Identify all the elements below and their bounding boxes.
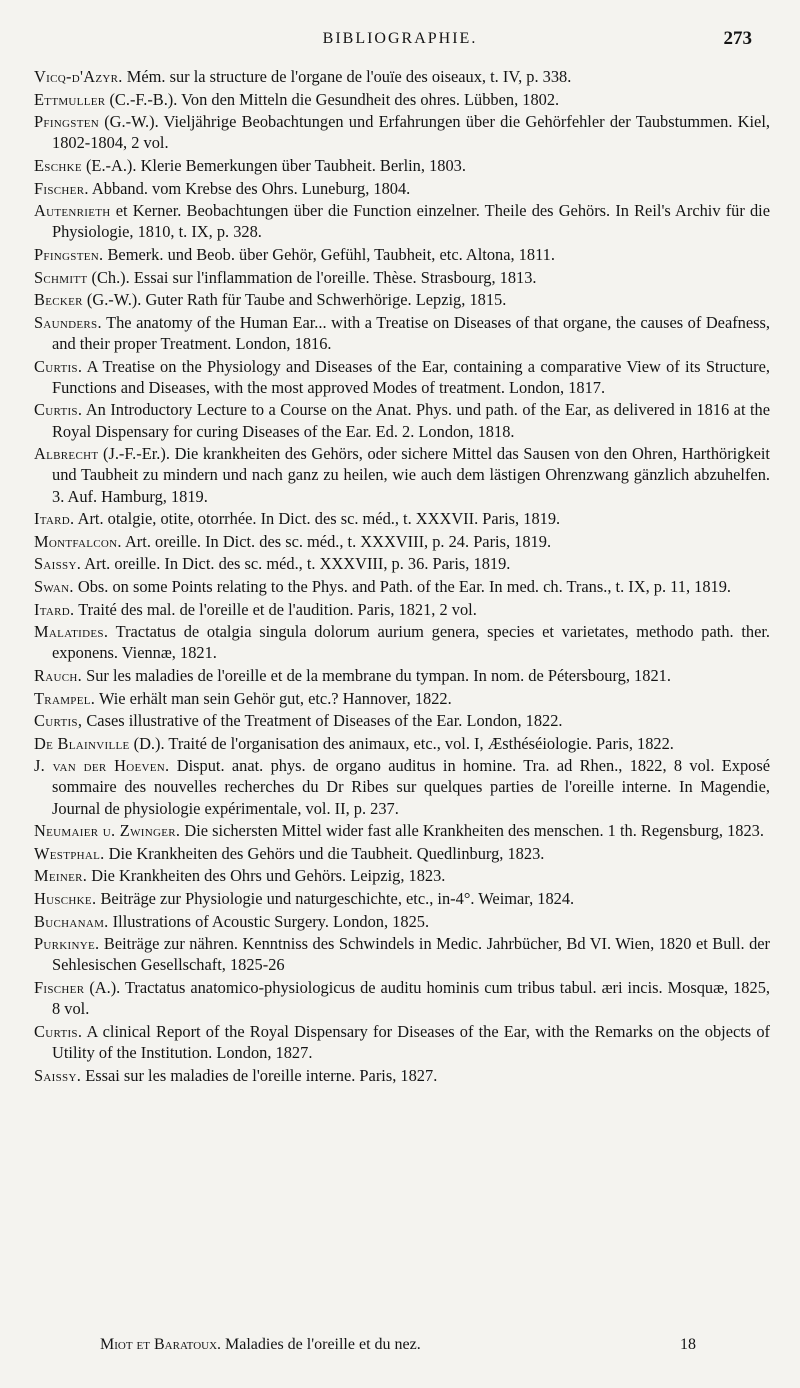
entry-author: J. van der Hoeven. bbox=[34, 756, 170, 776]
entry-author: Autenrieth bbox=[34, 201, 111, 221]
entry-author: Itard. bbox=[34, 599, 75, 619]
entry-text: et Kerner. Beobachtungen über die Function einzelner. Theile des Gehörs. In Reil's Archiv für die Physiologie, 1810, t. IX, p. 328. bbox=[52, 201, 770, 242]
entry-author: Saissy. bbox=[34, 554, 82, 574]
entry-text: A clinical Report of the Royal Dispensary for Diseases of the Ear, with the Remarks on the objects of Utility of the Institution. London, 1827. bbox=[52, 1021, 770, 1063]
entry-author: Ettmuller bbox=[34, 89, 106, 109]
entry-author: Neumaier u. Zwinger. bbox=[34, 821, 181, 841]
bibliography-entry bbox=[34, 1021, 770, 1063]
entry-text: (C.-F.-B.). Von den Mitteln die Gesundheit des ohres. Lübben, 1802. bbox=[105, 89, 560, 109]
entry-author: Curtis. bbox=[34, 400, 83, 420]
bibliography-entry bbox=[34, 755, 770, 819]
bibliography-entry bbox=[34, 443, 770, 507]
entry-author: Rauch. bbox=[34, 665, 82, 685]
page-number: 273 bbox=[723, 28, 752, 49]
entry-author: Pfingsten. bbox=[34, 244, 104, 264]
entry-text: Essai sur les maladies de l'oreille interne. Paris, 1827. bbox=[81, 1065, 438, 1085]
entry-text: (Ch.). Essai sur l'inflammation de l'oreille. Thèse. Strasbourg, 1813. bbox=[87, 267, 537, 287]
bibliography-entry bbox=[34, 553, 770, 574]
bibliography-entry bbox=[34, 688, 770, 709]
entry-text: Obs. on some Points relating to the Phys. and Path. of the Ear. In med. ch. Trans., t. IX, p. 11, 1819. bbox=[73, 576, 732, 596]
entry-author: Huschke. bbox=[34, 889, 97, 909]
entry-text: (D.). Traité de l'organisation des animaux, etc., vol. I, Æsthéséiologie. Paris, 1822. bbox=[129, 733, 674, 753]
bibliography-entry bbox=[34, 356, 770, 398]
entry-text: Sur les maladies de l'oreille et de la membrane du tympan. In nom. de Pétersbourg, 1821. bbox=[82, 665, 671, 685]
entry-text: Cases illustrative of the Treatment of Diseases of the Ear. London, 1822. bbox=[82, 711, 563, 731]
entry-text: Tractatus de otalgia singula dolorum aurium genera, species et varietates, methodo path. ther. exponens. Viennæ, 1821. bbox=[52, 622, 770, 663]
entry-author: Fischer bbox=[34, 978, 85, 998]
bibliography-entry bbox=[34, 977, 770, 1019]
entry-text: Wie erhält man sein Gehör gut, etc.? Hannover, 1822. bbox=[95, 688, 452, 708]
entry-author: Purkinye. bbox=[34, 934, 100, 954]
entry-author: Itard. bbox=[34, 509, 75, 529]
bibliography-entry bbox=[34, 244, 770, 265]
entry-text: Die sichersten Mittel wider fast alle Krankheiten des menschen. 1 th. Regensburg, 1823. bbox=[180, 821, 764, 841]
entry-text: Traité des mal. de l'oreille et de l'audition. Paris, 1821, 2 vol. bbox=[74, 599, 477, 619]
entry-author: Becker bbox=[34, 290, 83, 310]
bibliography-entry bbox=[34, 843, 770, 864]
bibliography-entry bbox=[34, 665, 770, 686]
footer-author: Miot et Baratoux. bbox=[100, 1336, 222, 1353]
entry-text: (G.-W.). Guter Rath für Taube and Schwerhörige. Lepzig, 1815. bbox=[82, 290, 507, 310]
entry-text: Beiträge zur nähren. Kenntniss des Schwindels in Medic. Jahrbücher, Bd VI. Wien, 1820 et Bull. der Sehlesischen Gesellschaft, 1825-26 bbox=[52, 934, 770, 975]
entry-text: (E.-A.). Klerie Bemerkungen über Taubheit. Berlin, 1803. bbox=[81, 155, 466, 175]
entry-text: Die Krankheiten des Ohrs und Gehörs. Leipzig, 1823. bbox=[87, 866, 446, 886]
bibliography-entry bbox=[34, 933, 770, 975]
entry-text: Bemerk. und Beob. über Gehör, Gefühl, Taubheit, etc. Altona, 1811. bbox=[103, 244, 555, 264]
bibliography-entry bbox=[34, 888, 770, 909]
bibliography-entry bbox=[34, 599, 770, 620]
entry-author: Trampel. bbox=[34, 688, 96, 708]
bibliography-entry bbox=[34, 621, 770, 663]
entry-author: Malatides. bbox=[34, 622, 109, 642]
entry-author: Curtis. bbox=[34, 356, 83, 376]
signature-mark: 18 bbox=[680, 1336, 696, 1353]
bibliography-entry bbox=[34, 911, 770, 932]
entry-author: Swan. bbox=[34, 576, 74, 596]
entry-author: Meiner. bbox=[34, 866, 88, 886]
entry-author: Buchanam. bbox=[34, 911, 109, 931]
bibliography-entry bbox=[34, 89, 770, 110]
entry-text: Art. oreille. In Dict. des sc. méd., t. XXXVIII, p. 24. Paris, 1819. bbox=[121, 531, 552, 551]
entry-text: Art. otalgie, otite, otorrhée. In Dict. des sc. méd., t. XXXVII. Paris, 1819. bbox=[74, 509, 561, 529]
footer-title: Maladies de l'oreille et du nez. bbox=[221, 1336, 421, 1353]
entry-text: Abband. vom Krebse des Ohrs. Luneburg, 1804. bbox=[88, 178, 411, 198]
bibliography-list bbox=[34, 66, 770, 1087]
entry-text: (A.). Tractatus anatomico-physiologicus de auditu hominis cum tribus tabul. æri incis. Mosquæ, 1825, 8 vol. bbox=[52, 978, 770, 1019]
bibliography-entry bbox=[34, 178, 770, 199]
bibliography-entry bbox=[34, 155, 770, 176]
entry-text: (G.-W.). Vieljährige Beobachtungen und Erfahrungen über die Gehörfehler der Taubstummen. Kiel, 1802-1804, 2 vol. bbox=[52, 112, 770, 153]
entry-author: Pfingsten bbox=[34, 112, 99, 132]
entry-author: Saunders. bbox=[34, 312, 102, 332]
entry-author: Albrecht bbox=[34, 444, 99, 464]
entry-author: Curtis. bbox=[34, 1021, 83, 1041]
entry-author: Montfalcon. bbox=[34, 531, 122, 551]
page-footer bbox=[100, 1336, 710, 1360]
entry-text: Art. oreille. In Dict. des sc. méd., t. XXXVIII, p. 36. Paris, 1819. bbox=[81, 554, 511, 574]
bibliography-entry bbox=[34, 200, 770, 242]
bibliography-entry bbox=[34, 312, 770, 354]
entry-text: (J.-F.-Er.). Die krankheiten des Gehörs, oder sichere Mittel das Sausen von den Ohren, Harthörigkeit und Taubheit zu mindern und nach ganz zu heilen, wie auch dem lästigen Ohrenzwang gänzlich abzuhelfen. 3. Auf. Hamburg, 1819. bbox=[52, 444, 770, 506]
entry-author: De Blainville bbox=[34, 733, 130, 753]
entry-text: The anatomy of the Human Ear... with a Treatise on Diseases of that organe, the causes of Deafness, and their proper Treatment. London, 1816. bbox=[52, 312, 770, 353]
bibliography-entry bbox=[34, 710, 770, 731]
entry-author: Vicq-d'Azyr. bbox=[34, 67, 123, 86]
running-title: BIBLIOGRAPHIE. bbox=[322, 30, 478, 47]
entry-text: Illustrations of Acoustic Surgery. London, 1825. bbox=[108, 911, 430, 931]
bibliography-entry bbox=[34, 576, 770, 597]
bibliography-entry bbox=[34, 1065, 770, 1086]
bibliography-entry bbox=[34, 865, 770, 886]
entry-author: Curtis, bbox=[34, 711, 83, 731]
bibliography-entry bbox=[34, 531, 770, 552]
bibliography-entry bbox=[34, 111, 770, 153]
entry-text: Disput. anat. phys. de organo auditus in homine. Tra. ad Rhen., 1822, 8 vol. Exposé sommaire des nouvelles recherches du Dr Ribes sur quelques parties de l'oreille interne. In Magendie, Journal de physiologie expérimentale, vol. II, p. 237. bbox=[52, 756, 770, 818]
entry-author: Saissy. bbox=[34, 1065, 82, 1085]
entry-author: Schmitt bbox=[34, 267, 88, 287]
entry-text: An Introductory Lecture to a Course on the Anat. Phys. und path. of the Ear, as delivered in 1816 at the Royal Dispensary for curing Diseases of the Ear. Ed. 2. London, 1818. bbox=[52, 400, 770, 441]
bibliography-entry bbox=[34, 733, 770, 754]
entry-text: Die Krankheiten des Gehörs und die Taubheit. Quedlinburg, 1823. bbox=[104, 843, 545, 863]
entry-text: Mém. sur la structure de l'organe de l'ouïe des oiseaux, t. IV, p. 338. bbox=[122, 67, 572, 86]
bibliography-entry bbox=[34, 820, 770, 841]
entry-text: A Treatise on the Physiology and Diseases of the Ear, containing a comparative View of its Structure, Functions and Diseases, with the most approved Modes of treatment. London, 1817. bbox=[52, 356, 770, 397]
bibliography-entry bbox=[34, 399, 770, 441]
entry-author: Fischer. bbox=[34, 178, 89, 198]
entry-text: Beiträge zur Physiologie und naturgeschichte, etc., in-4°. Weimar, 1824. bbox=[96, 889, 575, 909]
entry-author: Westphal. bbox=[34, 843, 105, 863]
entry-author: Eschke bbox=[34, 155, 82, 175]
bibliography-entry bbox=[34, 267, 770, 288]
bibliography-entry bbox=[34, 289, 770, 310]
page-header bbox=[0, 26, 800, 56]
bibliography-entry bbox=[34, 66, 770, 87]
bibliography-entry bbox=[34, 508, 770, 529]
